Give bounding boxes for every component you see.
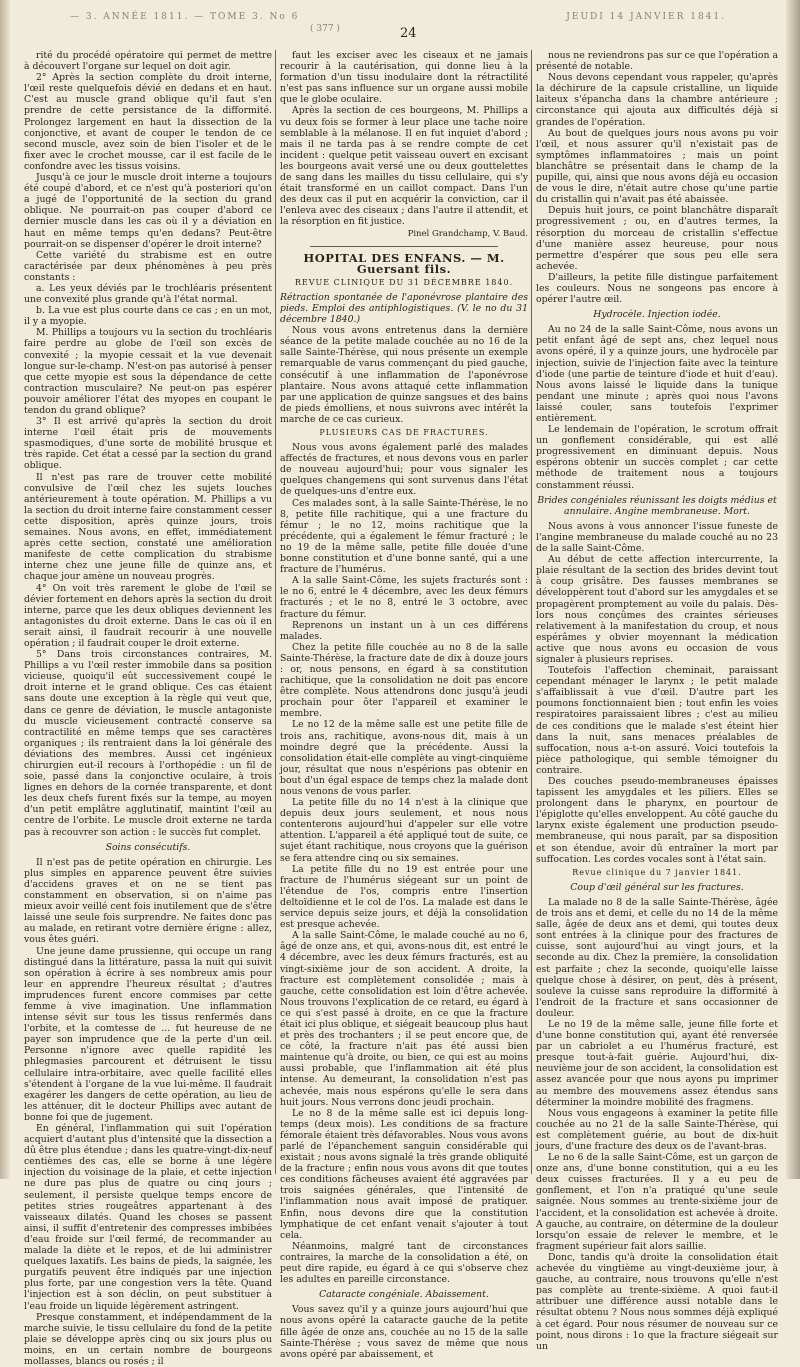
paragraph: Il n'est pas rare de trouver cette mobilité convulsive de l'œil chez les sujets louches antérieurement à toute opération. M. Phillips a vu la section du droit interne faire constamment cesser cette disposition, après quinze jours, trois semaines. Nous avons, en effet, immédiatement après cette section, constaté une amélioration manifeste de cette complication du strabisme interne chez une jeune fille de quinze ans, et chaque jour amène un nouveau progrès. <box>24 471 272 583</box>
paragraph: A la salle Saint-Côme, les sujets fracturés sont : le no 6, entré le 4 décembre, avec les deux fémurs fracturés ; et le no 8, entré le 3 octobre, avec fracture du fémur. <box>280 575 528 620</box>
scan-right-edge <box>786 0 800 1179</box>
section-heading: Soins consécutifs. <box>105 841 191 853</box>
paragraph: Nous devons cependant vous rappeler, qu'après la déchirure de la capsule cristalline, un liquide laiteux s'épancha dans la chambre antérieure ; circonstance qui ajouta aux difficultés déjà si grandes de l'opération. <box>536 72 778 128</box>
paragraph: Nous vous avons également parlé des malades affectés de fractures, et nous devons vous en parler de nouveau aujourd'hui; pour vous signaler les quelques changemens qui sont survenus dans l'état de quelques-uns d'entre eux. <box>280 442 528 498</box>
article-signature: Pinel Grandchamp, V. Baud. <box>407 228 528 239</box>
case-heading: Rétraction spontanée de l'aponévrose plantaire des pieds. Emploi des antiphlogistiques. (V. le no du 31 décembre 1840.) <box>280 291 528 326</box>
column-rule <box>531 50 532 1174</box>
paragraph: Donc, tandis qu'à droite la consolidation était achevée du vingtième au vingt-deuxième jour, à gauche, au contraire, nous trouvons qu'elle n'est pas complète au trente-sixième. A quoi faut-il attribuer une différence aussi notable dans le résultat obtenu ? Nous nous sommes déjà expliqué à cet égard. Pour nous résumer de nouveau sur ce point, nous dirons : 1o que la fracture siégeait sur un <box>536 1251 778 1352</box>
paragraph: a. Les yeux déviés par le trochléaris présentent une convexité plus grande qu'à l'état normal. <box>24 282 272 306</box>
paragraph: M. Phillips a toujours vu la section du trochléaris faire perdre au globe de l'œil son excès de convexité ; la myopie cessait et la vue devenait longue sur-le-champ. N'est-on pas autorisé à penser que cette myopie est sous la dépendance de cette contraction musculaire? Ne peut-on pas espérer pouvoir améliorer l'état des myopes en coupant le tendon du grand oblique? <box>24 327 272 416</box>
section-divider <box>310 246 498 247</box>
paragraph: rité du procédé opératoire qui permet de mettre à découvert l'organe sur lequel on doit agir. <box>24 50 272 73</box>
paragraph: nous ne reviendrons pas sur ce que l'opération a présenté de notable. <box>536 50 778 73</box>
paragraph: Il n'est pas de petite opération en chirurgie. Les plus simples en apparence peuvent être suivies d'accidens graves et on ne se tient pas constamment en observation, si on n'aime pas mieux avoir veillé cent fois inutilement que de s'être laissé une seule fois surprendre. Ne faites donc pas au malade, en retirant votre dernière érigne : allez, vous êtes guéri. <box>24 856 272 946</box>
paragraph: faut les exciser avec les ciseaux et ne jamais recourir à la cautérisation, qui donne lieu à la formation d'un tissu inodulaire dont la rétractilité n'est pas sans influence sur un organe aussi mobile que le globe oculaire. <box>280 50 528 106</box>
coup-heading: Coup d'œil général sur les fractures. <box>570 881 744 893</box>
paragraph: Ces malades sont, à la salle Sainte-Thérèse, le no 8, petite fille rachitique, qui a une fracture du fémur ; le no 12, moins rachitique que la précédente, qui a également le fémur fracturé ; le no 19 de la même salle, petite fille douée d'une bonne constitution et d'une bonne santé, qui a une fracture de l'humérus. <box>280 497 528 576</box>
column-rule <box>275 50 276 1174</box>
paragraph: Une jeune dame prussienne, qui occupe un rang distingué dans la littérature, passa la nuit qui suivit son opération à écrire à ses nombreux amis pour leur en apprendre l'heureux résultat ; d'autres imprudences furent encore commises par cette femme à vive imagination. Une inflammation intense sévit sur tous les tissus renfermés dans l'orbite, et la comtesse de ... fut heureuse de ne payer son imprudence que de la perte d'un œil. Personne n'ignore avec quelle rapidité les phlegmasies parcourent et détruisent le tissu cellulaire intra-orbitaire, avec quelle facilité elles s'étendent à l'organe de la vue lui-même. Il faudrait exagérer les dangers de cette opération, au lieu de les atténuer, dit le docteur Phillips avec autant de bonne foi que de jugement. <box>24 945 272 1123</box>
paragraph: 5° Dans trois circonstances contraires, M. Phillips a vu l'œil rester immobile dans sa position vicieuse, quoiqu'il eût successivement coupé le droit interne et le grand oblique. Ces cas étaient sans doute une exception à la règle qui veut que, dans ce genre de déviation, le muscle antagoniste du muscle vicieusement contracté conserve sa contractilité en même temps que ses caractères organiques ; ils rentraient dans la loi générale des déviations des membres. Aussi cet ingénieux chirurgien eut-il recours à l'orthopédie : un fil de soie, passé dans la conjonctive oculaire, à trois lignes en dehors de la cornée transparente, et dont les deux chefs furent fixés sur la tempe, au moyen d'un petit emplâtre agglutinatif, maintint l'œil au centre de l'orbite. Le muscle droit externe ne tarda pas à recouvrer son action : le succès fut complet. <box>24 649 272 838</box>
paragraph: Néanmoins, malgré tant de circonstances contraires, la marche de la consolidation a été, on peut dire rapide, eu égard à ce qui s'observe chez les adultes en pareille circonstance. <box>280 1240 528 1286</box>
paragraph: Depuis huit jours, ce point blanchâtre disparaît progressivement ; ou, en d'autres termes, la résorption du morceau de cristallin s'effectue d'une manière assez heureuse, pour nous permettre d'espérer que sous peu elle sera achevée. <box>536 205 778 272</box>
paragraph: A la salle Saint-Côme, le malade couché au no 6, âgé de onze ans, et qui, avons-nous dit, est entré le 4 décembre, avec les deux fémurs fracturés, est au vingt-sixième jour de son accident. A droite, la fracture est complètement consolidée ; mais à gauche, cette consolidation est loin d'être achevée. Nous trouvons l'explication de ce retard, eu égard à ce qui s'est passé à droite, en ce que la fracture était ici plus oblique, et siégeait beaucoup plus haut et près des trochanters ; il se peut encore que, de ce côté, la fracture n'ait pas été aussi bien maintenue qu'à droite, ou bien, ce qui est au moins aussi probable, que l'inflammation ait été plus intense. Au demeurant, la consolidation n'est pas achevée, mais nous espérons qu'elle le sera dans huit jours. Nous verrons donc jeudi prochain. <box>280 930 528 1108</box>
paragraph: Reprenons un instant un à un ces différens malades. <box>280 619 528 642</box>
paragraph: Nous vous avons entretenus dans la dernière séance de la petite malade couchée au no 16 de la salle Sainte-Thérèse, qui nous présente un exemple remarquable de varus commençant du pied gauche, consécutif à une inflammation de l'aponévrose plantaire. Nous avons attaqué cette inflammation par une application de quinze sangsues et des bains de pieds émolliens, et nous suivrons avec intérêt la marche de ce cas curieux. <box>280 325 528 425</box>
header-center-text: ( 377 ) <box>310 24 340 34</box>
paragraph: b. La vue est plus courte dans ce cas ; en un mot, il y a myopie. <box>24 305 272 328</box>
paragraph: Le no 19 de la même salle, jeune fille forte et d'une bonne constitution qui, ayant été renversée par un cabriolet a eu l'humérus fracturé, est presque tout-à-fait guérie. Aujourd'hui, dix-neuvième jour de son accident, la consolidation est assez avancée pour que nous ayons pu imprimer au membre des mouvemens assez étendus sans déterminer la moindre mobilité des fragmens. <box>536 1018 778 1108</box>
paragraph: 4° On voit très rarement le globe de l'œil se dévier fortement en dehors après la section du droit interne, parce que les deux obliques deviennent les antagonistes du droit externe. Dans le cas où il en serait ainsi, il faudrait recourir à une nouvelle opération ; il faudrait couper le droit externe. <box>24 582 272 649</box>
fractures-heading: PLUSIEURS CAS DE FRACTURES. <box>319 428 489 437</box>
column-2 <box>280 50 528 1360</box>
paragraph: Le no 8 de la même salle est ici depuis long-temps (deux mois). Les conditions de sa fracture fémorale étaient très défavorables. Nous vous avons parlé de l'épanchement sanguin considérable qui existait ; nous avons signalé la très grande obliquité de la fracture ; enfin nous vous avons dit que toutes ces conditions fâcheuses avaient été aggravées par trois saignées générales, que l'intensité de l'inflammation nous avait imposé de pratiquer. Enfin, nous devons dire que la constitution lymphatique de cet enfant venait s'ajouter à tout cela. <box>280 1107 528 1241</box>
paragraph: Vous savez qu'il y a quinze jours aujourd'hui que nous avons opéré la cataracte gauche de la petite fille âgée de onze ans, couchée au no 15 de la salle Sainte-Thérèse ; vous savez de même que nous avons opéré par abaissement, et <box>280 1304 528 1360</box>
paragraph: D'ailleurs, la petite fille distingue parfaitement les couleurs. Nous ne songeons pas encore à opérer l'autre œil. <box>536 271 778 306</box>
hospital-title: HOPITAL DES ENFANS. — M. Guersant fils. <box>303 250 505 276</box>
paragraph: Au début de cette affection intercurrente, la plaie résultant de la section des brides devint tout à coup grisâtre. Des fausses membranes se développèrent tout d'abord sur les amygdales et se propagèrent promptement au voile du palais. Dès-lors nous conçûmes des craintes sérieuses relativement à la manifestation du croup, et nous espérâmes y obvier moyennant la médication active que nous avons eu occasion de vous signaler à plusieurs reprises. <box>536 554 778 665</box>
paragraph: La petite fille du no 14 n'est à la clinique que depuis deux jours seulement, et nous nous contenterons aujourd'hui d'appeler sur elle votre attention. L'appareil a été appliqué tout de suite, ce sujet étant rachitique, nous croyons que la guérison se fera attendre cinq ou six semaines. <box>280 797 528 864</box>
header-left-text: — 3. ANNÉE 1811. — TOME 3. No 6 <box>70 12 300 22</box>
paragraph: Jusqu'à ce jour le muscle droit interne a toujours été coupé d'abord, et ce n'est qu'à posteriori qu'on a jugé de l'opportunité de la section du grand oblique. Ne pourrait-on pas couper d'abord ce dernier muscle dans les cas où il y a déviation en haut en même temps qu'en dedans? Peut-être pourrait-on se dispenser d'opérer le droit interne? <box>24 172 272 250</box>
paragraph: Après la section de ces bourgeons, M. Phillips a vu deux fois se former à leur place une tache noire semblable à la mélanose. Il en fut inquiet d'abord ; mais il ne tarda pas à se rendre compte de cet incident : quelque petit vaisseau ouvert en excisant les bourgeons avait versé une ou deux gouttelettes de sang dans les mailles du tissu cellulaire, qui s'y était transformé en un caillot compact. Dans l'un des deux cas il put en acquérir la conviction, car il l'enleva avec des ciseaux ; dans l'autre il attendit, et la résorption en fit justice. <box>280 105 528 228</box>
paragraph: Le lendemain de l'opération, le scrotum offrait un gonflement considérable, qui est allé progressivement en diminuant depuis. Nous espérons obtenir un succès complet ; car cette méthode de traitement nous a toujours constamment réussi. <box>536 424 778 491</box>
column-3 <box>536 50 778 1352</box>
paragraph: Au bout de quelques jours nous avons pu voir l'œil, et nous assurer qu'il n'existait pas de symptômes inflammatoires ; mais un point blanchâtre se présentait dans le champ de la pupille, qui, ainsi que nous avons déjà eu occasion de vous le dire, n'était autre chose qu'une partie du cristallin qui n'avait pas été abaissée. <box>536 127 778 206</box>
column-1 <box>24 50 272 1367</box>
header-right-text: JEUDI 14 JANVIER 1841. <box>566 12 726 22</box>
cataract-heading: Cataracte congéniale. Abaissement. <box>319 1289 489 1301</box>
text-columns <box>24 50 778 1367</box>
revue-heading: Revue clinique du 7 janvier 1841. <box>572 867 742 877</box>
paragraph: Chez la petite fille couchée au no 8 de la salle Sainte-Thérèse, la fracture date de dix à douze jours : or, nous pensons, en égard à sa constitution rachitique, que la consolidation ne doit pas encore être complète. Nous attendrons donc jusqu'à jeudi prochain pour ôter l'appareil et examiner le membre. <box>280 641 528 720</box>
page-number: 24 <box>400 26 417 41</box>
scan-left-edge <box>0 0 10 1179</box>
paragraph: Au no 24 de la salle Saint-Côme, nous avons un petit enfant âgé de sept ans, chez lequel nous avons opéré, il y a quinze jours, une hydrocèle par injection, suivie de l'injection faite avec la teinture d'iode (une partie de teinture d'iode et huit d'eau). Nous avons laissé le liquide dans la tunique pendant une minute ; après quoi nous l'avons laissé couler, sans toutefois l'exprimer entièrement. <box>536 324 778 424</box>
membranous-heading: Brides congéniales réunissant les doigts médius et annulaire. Angine membraneuse. Mort. <box>537 494 777 517</box>
paragraph: Toutefois l'affection cheminait, paraissant cependant ménager le larynx ; le petit malade s'affaiblissait à vue d'œil. D'autre part les poumons fonctionnaient bien ; tout enfin les voies respiratoires paraissaient libres ; c'est au milieu de ces conditions que le malade s'est éteint hier dans la nuit, sans menaces préalables de suffocation, nous a-t-on assuré. Voici toutefois la pièce pathologique, qui semble témoigner du contraire. <box>536 665 778 776</box>
paragraph: La malade no 8 de la salle Sainte-Thérèse, âgée de trois ans et demi, et celle du no 14 de la même salle, âgée de deux ans et demi, qui toutes deux sont entrées à la clinique pour des fractures de cuisse, sont aujourd'hui au vingt jours, et la seconde au dix. Chez la première, la consolidation est parfaite ; chez la seconde, quoiqu'elle laisse quelque chose à désirer, on peut, dès à présent, souleve la cuisse sans reproduire la difformité à l'endroit de la fracture et sans occasionner de douleur. <box>536 896 778 1019</box>
paragraph: Des couches pseudo-membraneuses épaisses tapissent les amygdales et les piliers. Elles se prolongent dans le pharynx, en pourtour de l'épiglotte qu'elles enveloppent. Au côté gauche du larynx existe également une production pseudo-membraneuse, qui nous paraît, par sa disposition et son étendue, avoir dû entraîner la mort par suffocation. Les cordes vocales sont à l'état sain. <box>536 776 778 865</box>
paragraph: Presque constamment, et indépendamment de la marche suivie, le tissu cellulaire du fond de la petite plaie se développe après cinq ou six jours plus ou moins, en un certain nombre de bourgeons mollasses, blancs ou rosés ; il <box>24 1311 272 1367</box>
page-header <box>10 0 786 48</box>
paragraph: En général, l'inflammation qui suit l'opération acquiert d'autant plus d'intensité que la dissection a dû être plus étendue ; dans les quatre-vingt-dix-neuf centièmes des cas, elle se borne à une légère injection du voisinage de la plaie, et cette injection ne dure pas plus de quatre ou cinq jours ; seulement, il persiste quelque temps encore de petites stries rougeâtres appartenant à des vaisseaux dilatés. Quand les choses se passent ainsi, il suffit d'entretenir des compresses imbibées d'eau froide sur l'œil fermé, de recommander au malade la diète et le repos, et de lui administrer quelques laxatifs. Les bains de pieds, la saignée, les purgatifs peuvent être indiqués par une injection plus forte, par une congestion vers la tête. Quand l'injection est à son déclin, on peut substituer à l'eau froide un liquide légèrement astringent. <box>24 1123 272 1312</box>
hydrocele-heading: Hydrocèle. Injection iodée. <box>593 309 721 321</box>
paragraph: La petite fille du no 19 est entrée pour une fracture de l'humérus siégeant sur un point de l'étendue de l'os, compris entre l'insertion deltoïdienne et le col de l'os. La malade est dans le service depuis seize jours, et déjà la consolidation est presque achevée. <box>280 863 528 931</box>
paragraph: Nous avons à vous annoncer l'issue funeste de l'angine membraneuse du malade couché au no 23 de la salle Saint-Côme. <box>536 520 778 555</box>
paragraph: Le no 12 de la même salle est une petite fille de trois ans, rachitique, avons-nous dit, mais à un moindre degré que la précédente. Aussi la consolidation était-elle complète au vingt-cinquième jour, résultat que nous n'espérions pas obtenir en bout d'un égal espace de temps chez la malade dont nous venons de vous parler. <box>280 719 528 797</box>
paragraph: Nous vous engageons à examiner la petite fille couchée au no 21 de la salle Sainte-Thérèse, qui est complètement guérie, au bout de dix-huit jours, d'une fracture des deux os de l'avant-bras. <box>536 1107 778 1152</box>
paragraph: 3° Il est arrivé qu'après la section du droit interne l'œil était pris de mouvements spasmodiques, d'une sorte de mobilité brusque et très rapide. Cet état a cessé par la section du grand oblique. <box>24 416 272 472</box>
paragraph: Le no 6 de la salle Saint-Côme, est un garçon de onze ans, d'une bonne constitution, qui a eu les deux cuisses fracturées. Il y a eu peu de gonflement, et l'on n'a pratiqué qu'une seule saignée. Nous sommes au trente-sixième jour de l'accident, et la consolidation est achevée à droite. A gauche, au contraire, on détermine de la douleur lorsqu'on essaie de relever le membre, et le fragment supérieur fait alors saillie. <box>536 1152 778 1252</box>
revue-heading: REVUE CLINIQUE DU 31 DÉCEMBRE 1840. <box>294 277 514 287</box>
paragraph: Cette variété du strabisme est en outre caractérisée par deux phénomènes à peu près constants : <box>24 249 272 283</box>
paragraph: 2° Après la section complète du droit interne, l'œil reste quelquefois dévié en dedans et en haut. C'est au muscle grand oblique qu'il faut s'en prendre de cette persistance de la difformité. Prolongez largement en haut la dissection de la conjonctive, et avant de couper le tendon de ce second muscle, avez soin de bien l'isoler et de le fixer avec le crochet mousse, car il est facile de le confondre avec les tissus voisins. <box>24 72 272 172</box>
